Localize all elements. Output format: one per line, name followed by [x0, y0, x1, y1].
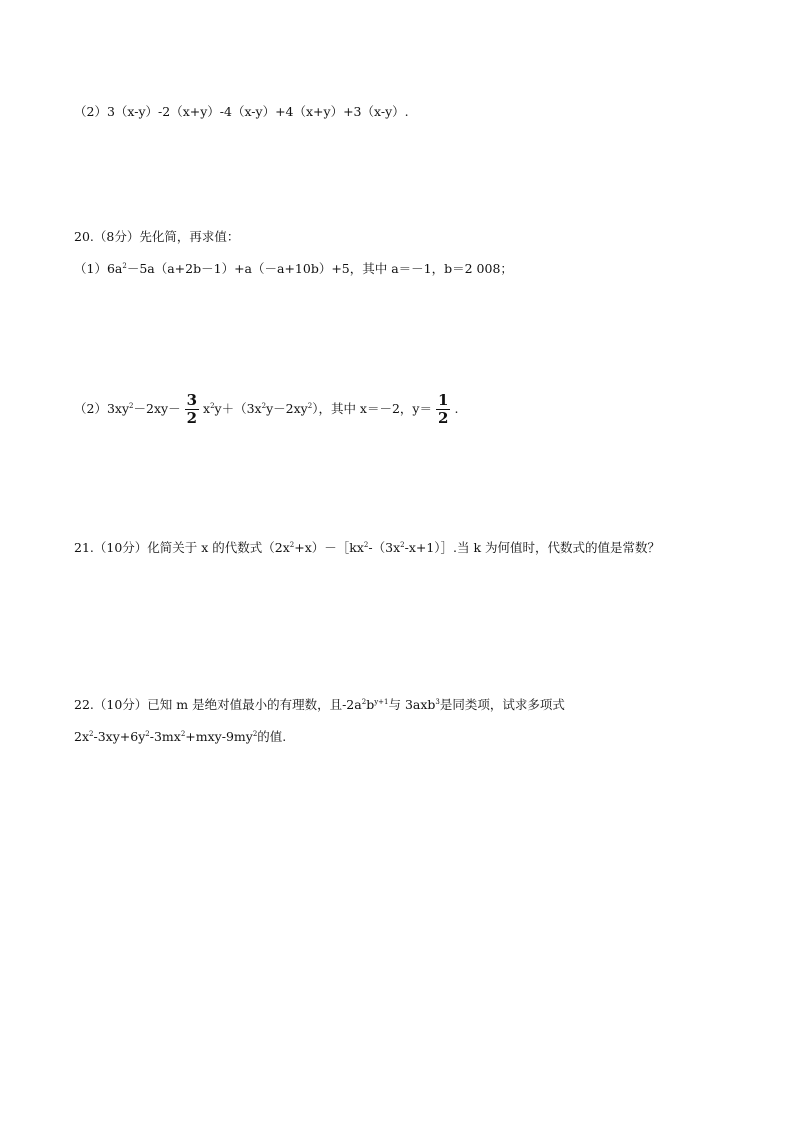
question-20-part-2: [74, 392, 458, 427]
exponent: 2: [400, 541, 405, 549]
text-segment: .: [454, 401, 459, 416]
exponent: 2: [210, 402, 215, 410]
text-segment: -（3x: [368, 540, 401, 555]
text-segment: -3xy+6y: [93, 729, 146, 744]
text-segment: 21.（10分）化简关于 x 的代数式（2x: [74, 540, 290, 555]
text-segment: 2x: [74, 729, 90, 744]
text-segment: （1）6a: [74, 261, 123, 276]
fraction-denominator: 2: [438, 409, 449, 427]
text-segment: -x+1）］.当 k 为何值时，代数式的值是常数？: [404, 540, 661, 555]
question-20-heading: 20.（8分）先化简，再求值：: [74, 229, 240, 244]
text-segment: x: [203, 401, 211, 416]
question-22-line-1: [74, 697, 565, 713]
text-segment: y－2xy: [266, 401, 308, 416]
text-segment: 22.（10分）已知 m 是绝对值最小的有理数，且-2a: [74, 697, 362, 712]
fraction-three-halves: [185, 392, 199, 427]
exponent: y+1: [374, 698, 389, 706]
text-segment: －2xy－: [133, 401, 181, 416]
question-21: [74, 540, 660, 556]
exponent: 2: [129, 402, 134, 410]
text-segment: -3mx: [149, 729, 181, 744]
exponent: 2: [261, 402, 267, 410]
exponent: 2: [252, 730, 258, 738]
text-segment: b: [366, 697, 375, 712]
fraction-numerator: 1: [438, 391, 449, 409]
exponent: 2: [122, 262, 127, 270]
text-segment: （2）3xy: [74, 401, 130, 416]
exponent: 2: [289, 541, 295, 549]
fraction-one-half: [436, 392, 450, 427]
exponent: 2: [145, 730, 150, 738]
exponent: 2: [363, 541, 369, 549]
text-segment: －5a（a+2b－1）+a（－a+10b）+5，其中 a＝－1，b＝2 008；: [126, 261, 513, 276]
text-segment: 的值.: [257, 729, 287, 744]
question-19-part-2: （2）3（x-y）-2（x+y）-4（x-y）+4（x+y）+3（x-y）.: [74, 104, 409, 119]
fraction-denominator: 2: [186, 409, 198, 427]
question-22-line-2: [74, 729, 286, 745]
text-segment: ），其中 x＝－2，y＝: [312, 401, 432, 416]
question-20-part-1: [74, 261, 513, 277]
text-segment: 与 3axb: [388, 697, 436, 712]
text-segment: +x）－［kx: [294, 540, 364, 555]
text-segment: +mxy-9my: [185, 729, 253, 744]
text-segment: 是同类项，试求多项式: [439, 697, 565, 712]
exponent: 2: [307, 402, 313, 410]
exponent: 2: [89, 730, 94, 738]
exponent: 3: [435, 698, 440, 706]
fraction-numerator: 3: [186, 391, 198, 409]
exponent: 2: [180, 730, 186, 738]
exponent: 2: [361, 698, 367, 706]
text-segment: y＋（3x: [214, 401, 262, 416]
